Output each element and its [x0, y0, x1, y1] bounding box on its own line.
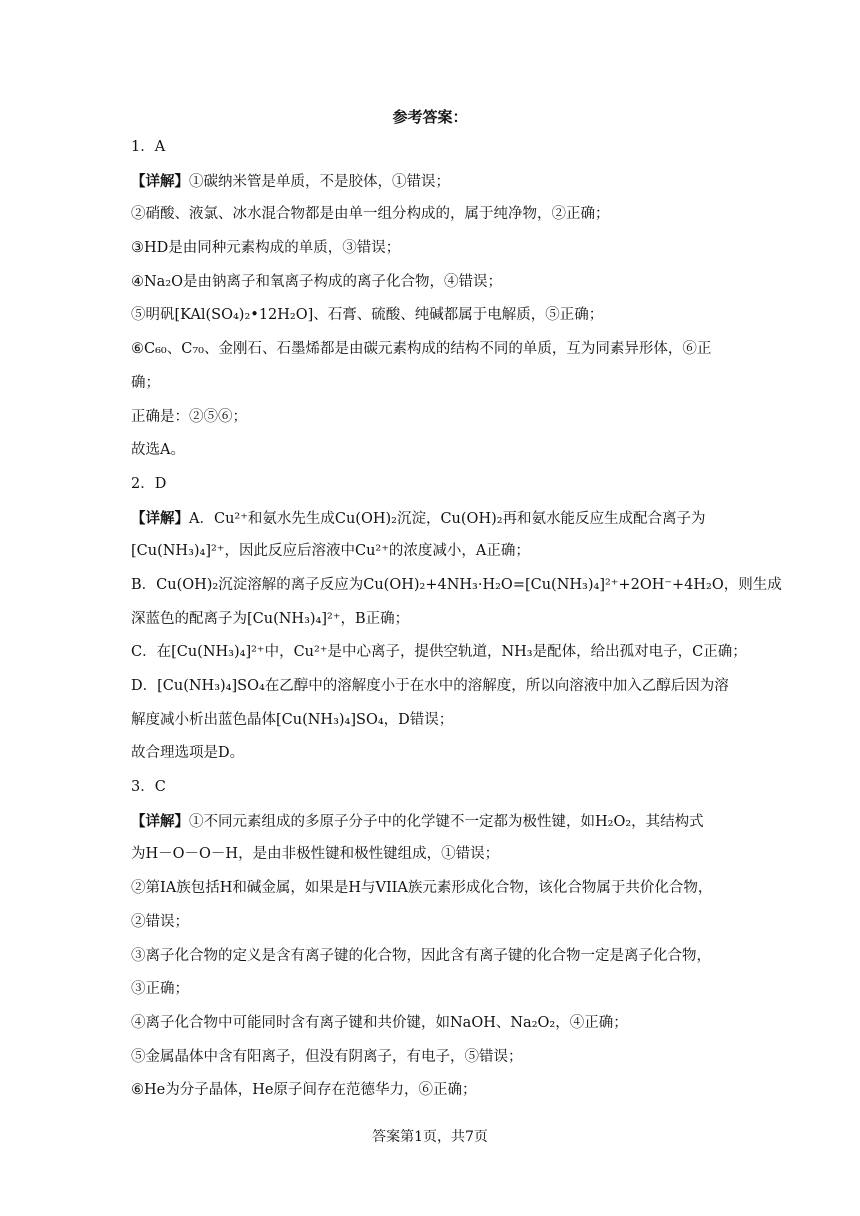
answer-line	[131, 502, 731, 536]
line-text: 1．A	[131, 139, 166, 155]
page-title: 参考答案：	[392, 108, 468, 126]
line-text: 故选A。	[131, 442, 185, 459]
line-text: ⑤金属晶体中含有阳离子，但没有阴离子，有电子，⑤错误；	[131, 1048, 523, 1065]
line-text: 深蓝色的配离子为[Cu(NH₃)₄]²⁺，B正确；	[131, 610, 410, 627]
answer-line	[131, 805, 731, 839]
line-text: 3．C	[131, 779, 166, 796]
detail-tag: 【详解】	[131, 812, 189, 830]
line-text: 为H－O－O－H，是由非极性键和极性键组成，①错误；	[131, 846, 500, 863]
answer-line	[131, 737, 731, 771]
answer-line	[131, 704, 731, 738]
line-text: ⑥C₆₀、C₇₀、金刚石、石墨烯都是由碳元素构成的结构不同的单质，互为同素异形体，⑥正	[131, 341, 712, 358]
line-text: ⑥He为分子晶体，He原子间存在范德华力，⑥正确；	[131, 1082, 477, 1099]
page-footer: 答案第1页，共7页	[372, 1129, 488, 1145]
answer-line	[131, 165, 731, 199]
line-text: 2．D	[131, 475, 167, 492]
answer-line	[131, 131, 731, 165]
answer-line	[131, 1007, 731, 1041]
line-text: ①碳纳米管是单质，不是胶体，①错误；	[189, 173, 450, 190]
line-text: ②第IA族包括H和碱金属，如果是H与VIIA族元素形成化合物，该化合物属于共价化合物，	[131, 880, 713, 897]
answer-line	[131, 973, 731, 1007]
line-text: B．Cu(OH)₂沉淀溶解的离子反应为Cu(OH)₂+4NH₃·H₂O=[Cu(NH₃)₄]²⁺+2OH⁻+4H₂O，则生成	[131, 576, 782, 593]
answer-line	[131, 266, 731, 300]
line-text: ③离子化合物的定义是含有离子键的化合物，因此含有离子键的化合物一定是离子化合物，	[131, 947, 711, 964]
answer-line	[131, 232, 731, 266]
answer-body	[131, 131, 782, 1108]
detail-tag: 【详解】	[131, 509, 189, 527]
line-text: 正确是：②⑤⑥；	[131, 408, 247, 425]
answer-line	[131, 838, 731, 872]
line-text: 故合理选项是D。	[131, 745, 245, 762]
answer-line	[131, 434, 731, 468]
line-text: C．在[Cu(NH₃)₄]²⁺中，Cu²⁺是中心离子，提供空轨道，NH₃是配体，给出孤对电子，C正确；	[131, 644, 747, 661]
line-text: ⑤明矾[KAl(SO₄)₂•12H₂O]、石膏、硫酸、纯碱都属于电解质，⑤正确；	[131, 307, 604, 324]
answer-line	[131, 333, 731, 367]
answer-line	[131, 636, 747, 670]
line-text: ①不同元素组成的多原子分子中的化学键不一定都为极性键，如H₂O₂，其结构式	[189, 813, 704, 830]
line-text: ③HD是由同种元素构成的单质，③错误；	[131, 240, 401, 257]
answer-line	[131, 299, 731, 333]
answer-line	[131, 198, 731, 232]
answer-line	[131, 535, 731, 569]
answer-line	[131, 940, 731, 974]
line-text: [Cu(NH₃)₄]²⁺，因此反应后溶液中Cu²⁺的浓度减小，A正确；	[131, 543, 530, 560]
answer-line	[131, 1041, 731, 1075]
answer-line	[131, 468, 731, 502]
line-text: 确；	[131, 374, 160, 391]
answer-line	[131, 1074, 731, 1108]
detail-tag: 【详解】	[131, 172, 189, 190]
answer-line	[131, 771, 731, 805]
line-text: D．[Cu(NH₃)₄]SO₄在乙醇中的溶解度小于在水中的溶解度，所以向溶液中加入乙醇后因为溶	[131, 678, 729, 694]
line-text: ②硝酸、液氯、冰水混合物都是由单一组分构成的，属于纯净物，②正确；	[131, 206, 610, 223]
line-text: ④Na₂O是由钠离子和氧离子构成的离子化合物，④错误；	[131, 273, 503, 290]
answer-line	[131, 401, 731, 435]
answer-line	[131, 367, 731, 401]
line-text: ③正确；	[131, 981, 189, 998]
answer-line	[131, 670, 731, 704]
answer-line	[131, 906, 731, 940]
line-text: ②错误；	[131, 913, 189, 930]
answer-line	[131, 603, 731, 637]
answer-line	[131, 872, 731, 906]
line-text: ④离子化合物中可能同时含有离子键和共价键，如NaOH、Na₂O₂，④正确；	[131, 1014, 628, 1031]
answer-line	[131, 569, 782, 603]
line-text: 解度减小析出蓝色晶体[Cu(NH₃)₄]SO₄，D错误；	[131, 711, 454, 728]
line-text: A．Cu²⁺和氨水先生成Cu(OH)₂沉淀，Cu(OH)₂再和氨水能反应生成配合离子为	[189, 510, 706, 527]
